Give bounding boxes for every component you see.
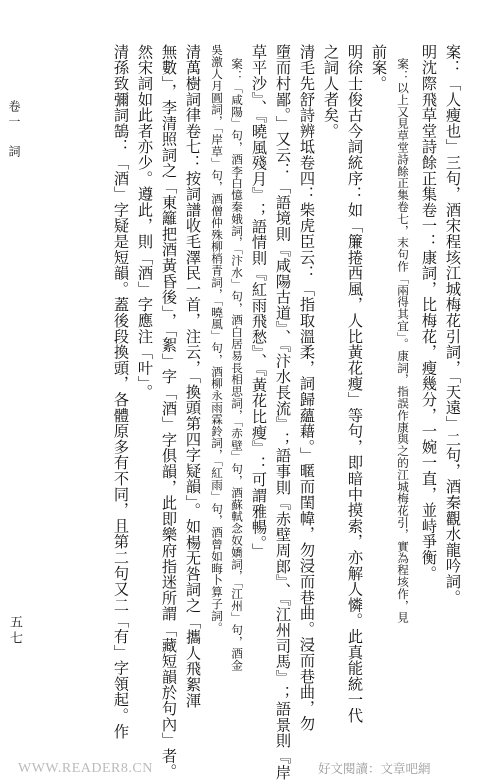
watermark-right: 好文閱讀：文章吧網 — [318, 761, 431, 776]
text-column: 明沈際飛草堂詩餘正集卷一：康詞，比梅花，瘦幾分，一婉一直，並峙爭衡。 — [420, 44, 438, 582]
running-header: 卷一 詞 — [7, 100, 21, 160]
text-column: 清萬樹詞律卷七：按詞譜收毛澤民一首，注云，「換頭第四字疑韻」。如楊无咎詞之「攜人飛絮渾 — [184, 44, 202, 709]
text-column: 清孫致彌詞鵠：「酒」字疑是短韻。蓋後段換頭，各體原多有不同，且第二句又二「有」字領起。作 — [112, 44, 130, 740]
watermark-left: WWW.READER8.CN — [18, 761, 153, 776]
annotation-column: 吳激人月圓詞，「岸草」句，酒僧仲殊柳梢青詞，「曉風」句，酒柳永雨霖鈴詞，「紅雨」句，酒曾如晦卜算子詞。 — [210, 44, 224, 634]
annotation-column: 案：「咸陽」句，酒李白憶秦娥詞，「汴水」句，酒白居易長相思詞，「赤壁」句，酒蘇軾念奴嬌詞，「江州」句，酒金 — [230, 58, 244, 672]
page-number: 五七 — [7, 615, 22, 647]
text-column: 清毛先舒詩辨坻卷四：柴虎臣云：「指取溫柔，詞歸蘊藉。」暱而閨幃，勿浸而巷曲。浸而巷曲，勿 — [298, 44, 316, 732]
annotation-column: 案：以上又見草堂詩餘正集卷七，末句作「兩得其宜」。康詞，指誤作康與之的江城梅花引，實為程垓作，見 — [396, 58, 410, 624]
text-column: 墮而村鄙。」又云：「語境則『咸陽古道』、『汴水長流』；語事則『赤壁周郎』、『江州司馬』；語景則『岸 — [274, 44, 292, 781]
text-column: 之詞人者矣。 — [322, 44, 340, 139]
text-column: 草平沙』、『曉風殘月』；語情則『紅雨飛愁』、『黃花比瘦』：可謂雅暢。」 — [250, 44, 268, 559]
text-column: 然宋詞如此者亦少。遵此，則「酒」字應注「叶」。 — [136, 44, 154, 400]
text-column: 前案。 — [370, 44, 388, 92]
text-column: 明徐士俊古今詞統序：如「簾捲西風，人比黃花瘦」等句，即暗中摸索，亦解人憐。此真能統一代 — [346, 44, 364, 724]
text-column: 無數」，李清照詞之「東籬把酒黃昏後」，「絮」字「酒」字俱韻，此即樂府指迷所謂「藏短韻於句內」者。 — [160, 44, 178, 780]
text-column: 案：「人瘦也」三句，酒宋程垓江城梅花引詞，「天遠」二句，酒秦觀水龍吟詞。 — [444, 44, 462, 606]
